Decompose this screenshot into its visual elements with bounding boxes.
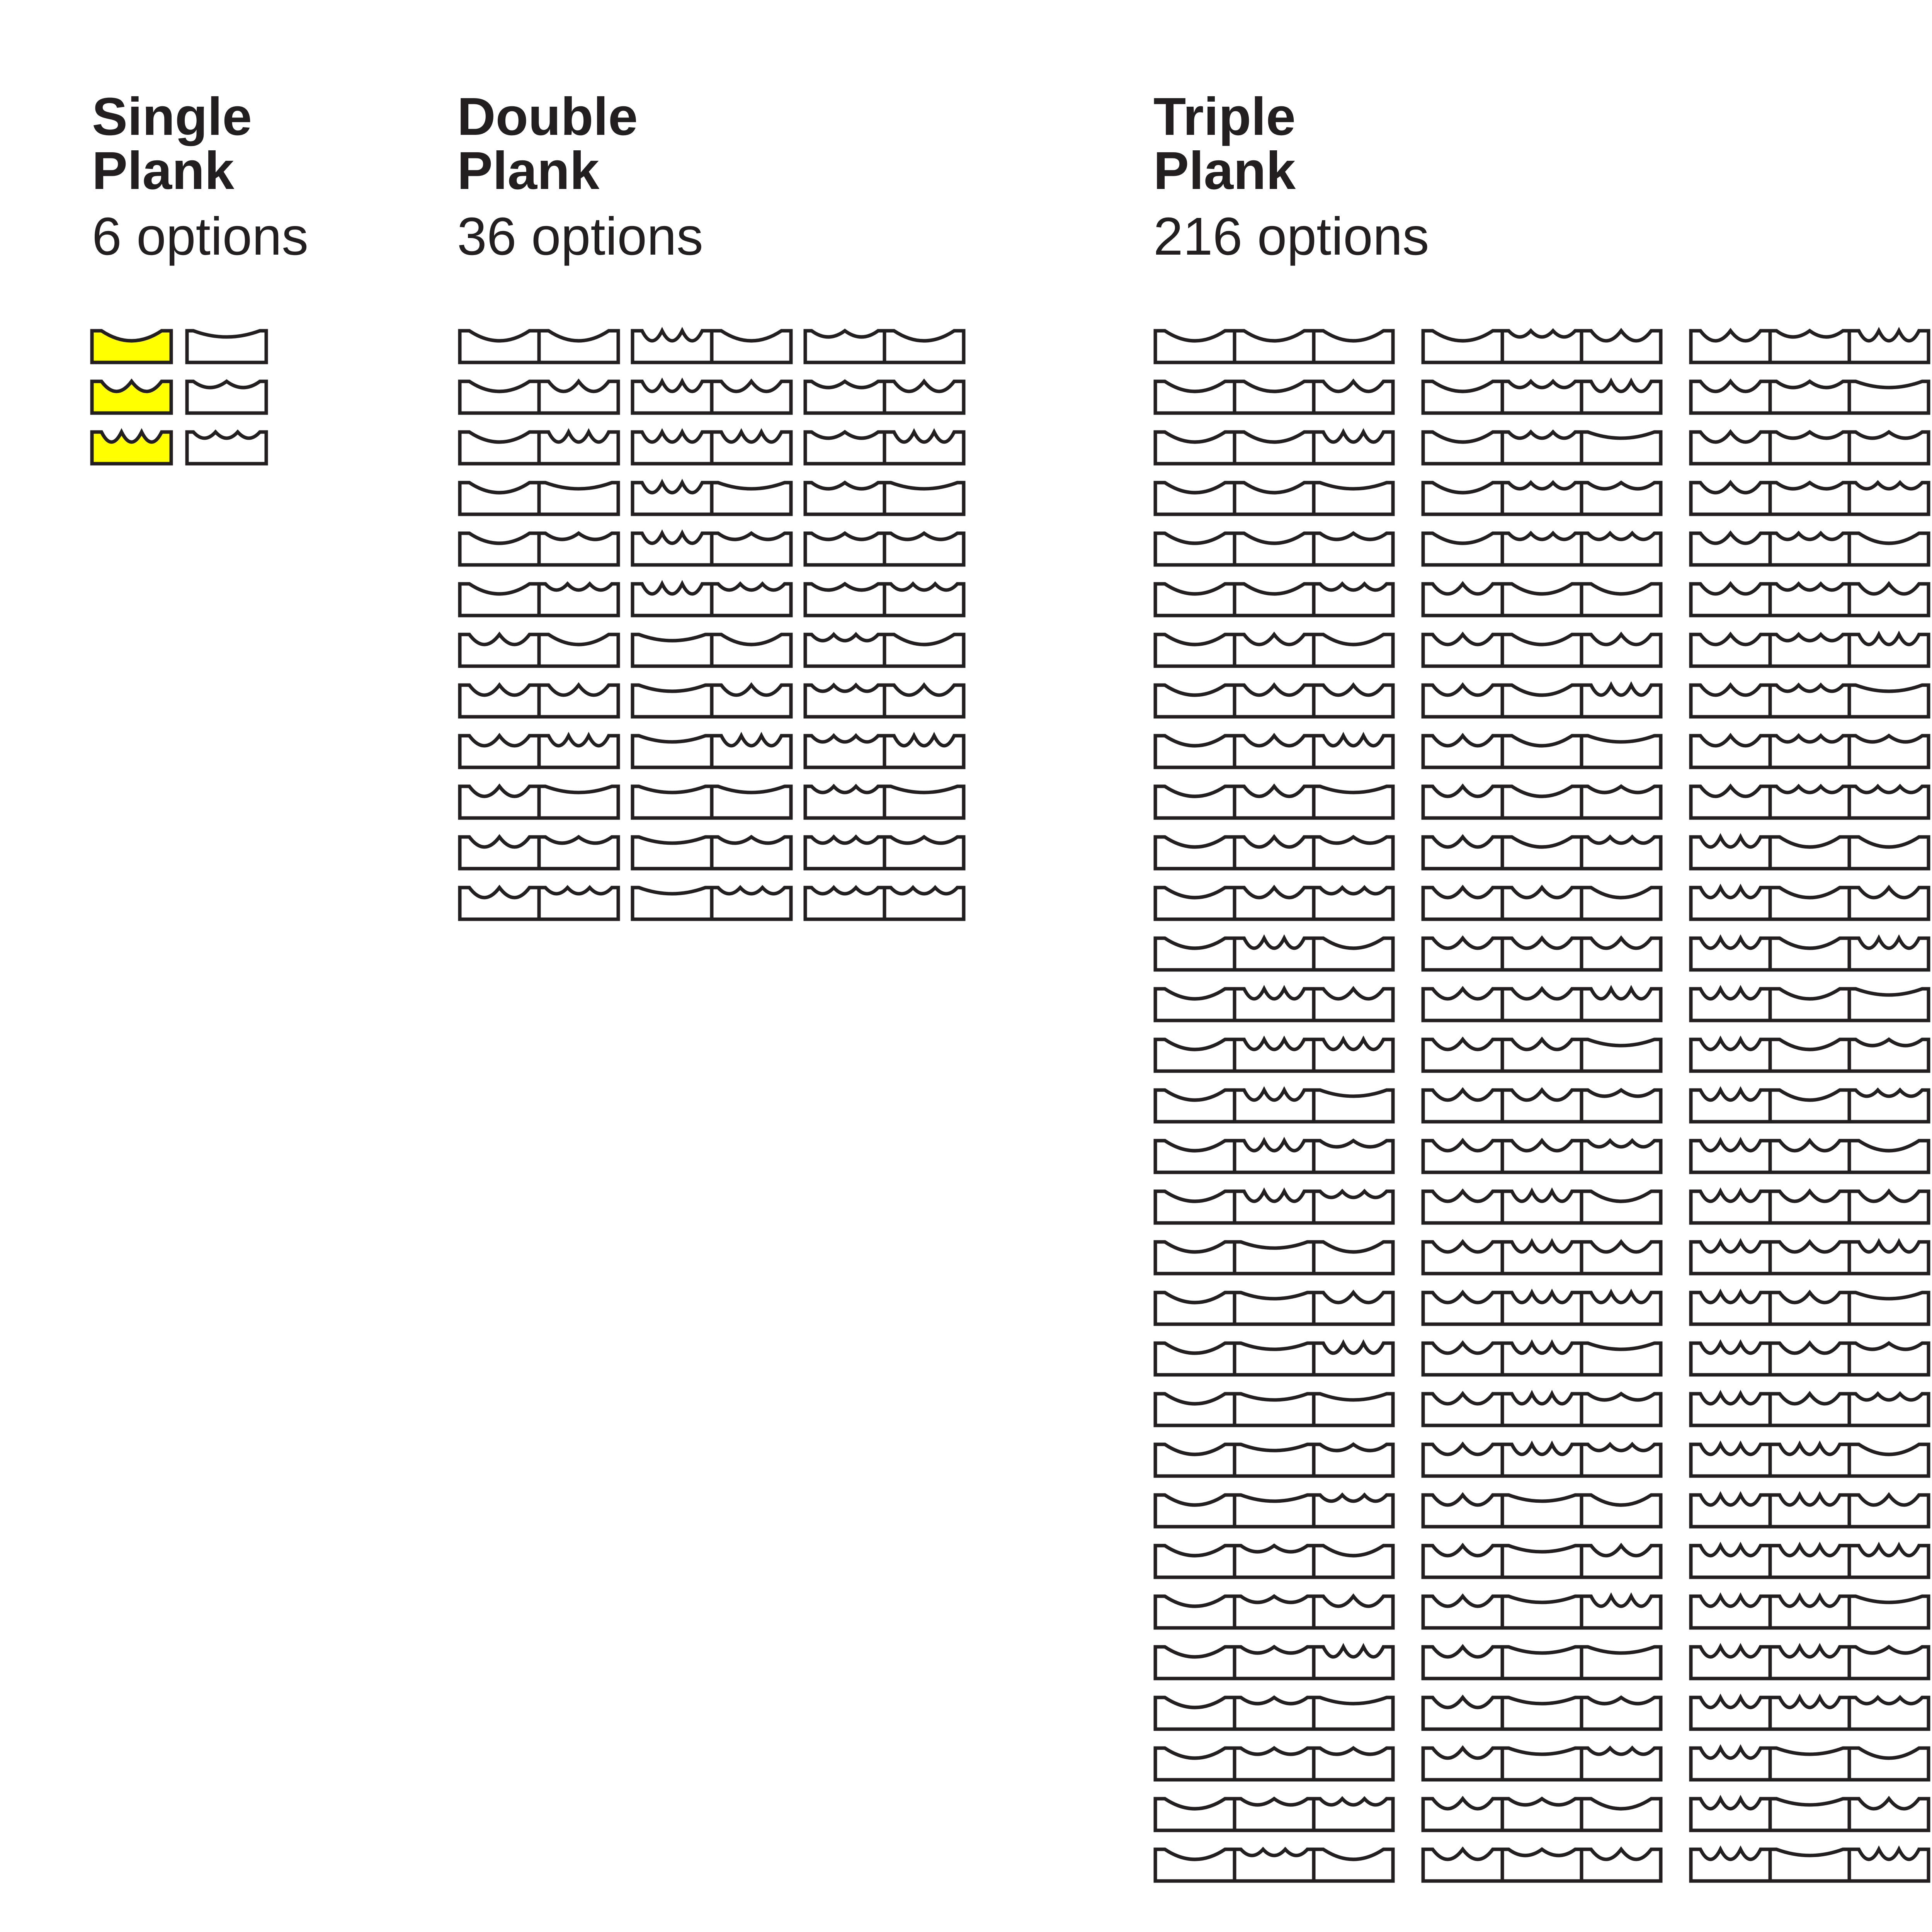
triple-plank-option [1155, 1090, 1393, 1122]
single-plank-option [187, 331, 266, 362]
single-plank-title-line2: Plank [92, 141, 235, 201]
triple-plank-option [1691, 483, 1929, 514]
triple-plank-option [1423, 331, 1661, 362]
triple-plank-option [1691, 1799, 1929, 1830]
triple-plank-option [1155, 1293, 1393, 1324]
triple-plank-option [1423, 888, 1661, 919]
triple-plank-option [1423, 1596, 1661, 1628]
triple-plank-option [1691, 1495, 1929, 1527]
triple-plank-option [1423, 1697, 1661, 1729]
triple-plank-option [1691, 381, 1929, 413]
single-plank-option [92, 381, 171, 413]
triple-plank-option [1423, 381, 1661, 413]
triple-plank-option [1155, 837, 1393, 869]
triple-plank-option [1423, 1748, 1661, 1780]
triple-plank-option [1423, 1293, 1661, 1324]
triple-plank-option [1155, 1647, 1393, 1679]
triple-plank-option [1423, 1647, 1661, 1679]
single-plank-option [187, 381, 266, 413]
double-plank-options [460, 331, 964, 919]
triple-plank-option [1155, 1343, 1393, 1375]
triple-plank-option [1423, 483, 1661, 514]
triple-plank-option [1155, 1849, 1393, 1881]
triple-plank-option [1691, 1141, 1929, 1172]
triple-plank-option [1155, 888, 1393, 919]
triple-plank-option [1423, 1141, 1661, 1172]
triple-plank-option [1155, 331, 1393, 362]
triple-plank-option [1691, 1748, 1929, 1780]
single-plank-option [92, 331, 171, 362]
triple-plank-option [1155, 938, 1393, 970]
triple-plank-option [1423, 1039, 1661, 1071]
triple-plank-option [1691, 989, 1929, 1020]
triple-plank-option [1155, 1242, 1393, 1274]
triple-plank-option [1691, 1039, 1929, 1071]
triple-plank-option [1691, 786, 1929, 818]
triple-plank-option [1423, 1343, 1661, 1375]
triple-plank-option [1423, 938, 1661, 970]
double-plank-title-line2: Plank [457, 141, 600, 201]
triple-plank-option [1155, 736, 1393, 767]
triple-plank-option [1691, 432, 1929, 464]
triple-plank-option [1691, 685, 1929, 717]
triple-plank-option [1155, 483, 1393, 514]
triple-plank-option [1155, 1748, 1393, 1780]
triple-plank-option [1423, 1444, 1661, 1476]
triple-plank-option [1155, 1191, 1393, 1223]
triple-plank-option [1691, 331, 1929, 362]
triple-plank-option [1691, 1090, 1929, 1122]
triple-plank-option [1423, 634, 1661, 666]
triple-plank-option [1423, 1495, 1661, 1527]
triple-plank-option [1155, 1546, 1393, 1577]
triple-plank-option [1155, 1394, 1393, 1425]
triple-plank-option [1691, 1394, 1929, 1425]
triple-plank-option [1423, 1090, 1661, 1122]
triple-plank-option [1691, 888, 1929, 919]
triple-plank-option [1155, 685, 1393, 717]
triple-plank-option [1155, 432, 1393, 464]
triple-plank-option [1423, 1242, 1661, 1274]
triple-plank-option [1691, 1343, 1929, 1375]
triple-plank-option [1691, 1546, 1929, 1577]
triple-plank-option [1155, 533, 1393, 565]
triple-plank-option [1423, 786, 1661, 818]
triple-plank-title-line1: Triple [1153, 87, 1296, 146]
triple-plank-option [1423, 1799, 1661, 1830]
single-plank-option [187, 432, 266, 464]
triple-plank-title-line2: Plank [1153, 141, 1296, 201]
triple-plank-option [1691, 736, 1929, 767]
triple-plank-option [1691, 634, 1929, 666]
triple-plank-option [1691, 1242, 1929, 1274]
triple-plank-option [1155, 1141, 1393, 1172]
triple-plank-option [1423, 584, 1661, 616]
triple-plank-option [1423, 837, 1661, 869]
triple-plank-option [1155, 584, 1393, 616]
triple-plank-option [1691, 1444, 1929, 1476]
triple-plank-option [1691, 1596, 1929, 1628]
double-plank-title-line1: Double [457, 87, 638, 146]
triple-plank-option [1691, 1647, 1929, 1679]
triple-plank-option [1423, 989, 1661, 1020]
triple-plank-option [1691, 1293, 1929, 1324]
triple-plank-option [1155, 1697, 1393, 1729]
triple-plank-option [1155, 1799, 1393, 1830]
triple-plank-option [1423, 736, 1661, 767]
triple-plank-option [1691, 1849, 1929, 1881]
triple-plank-option [1155, 1039, 1393, 1071]
triple-plank-option [1423, 1849, 1661, 1881]
triple-plank-option [1155, 634, 1393, 666]
triple-plank-option [1423, 1546, 1661, 1577]
triple-plank-option [1155, 1444, 1393, 1476]
triple-plank-option [1691, 584, 1929, 616]
triple-plank-option [1155, 786, 1393, 818]
triple-plank-options [1155, 331, 1932, 1881]
single-plank-title-line1: Single [92, 87, 252, 146]
triple-plank-option [1155, 381, 1393, 413]
double-plank-count: 36 options [457, 207, 703, 266]
triple-plank-option [1423, 685, 1661, 717]
single-plank-option [92, 432, 171, 464]
triple-plank-option [1155, 989, 1393, 1020]
single-plank-options [92, 331, 266, 464]
triple-plank-option [1691, 1697, 1929, 1729]
triple-plank-option [1155, 1596, 1393, 1628]
single-plank-count: 6 options [92, 207, 309, 266]
triple-plank-option [1423, 432, 1661, 464]
triple-plank-option [1691, 938, 1929, 970]
triple-plank-option [1691, 1191, 1929, 1223]
triple-plank-count: 216 options [1153, 207, 1429, 266]
triple-plank-option [1423, 1191, 1661, 1223]
triple-plank-option [1155, 1495, 1393, 1527]
triple-plank-option [1423, 1394, 1661, 1425]
triple-plank-option [1691, 533, 1929, 565]
triple-plank-option [1423, 533, 1661, 565]
triple-plank-option [1691, 837, 1929, 869]
